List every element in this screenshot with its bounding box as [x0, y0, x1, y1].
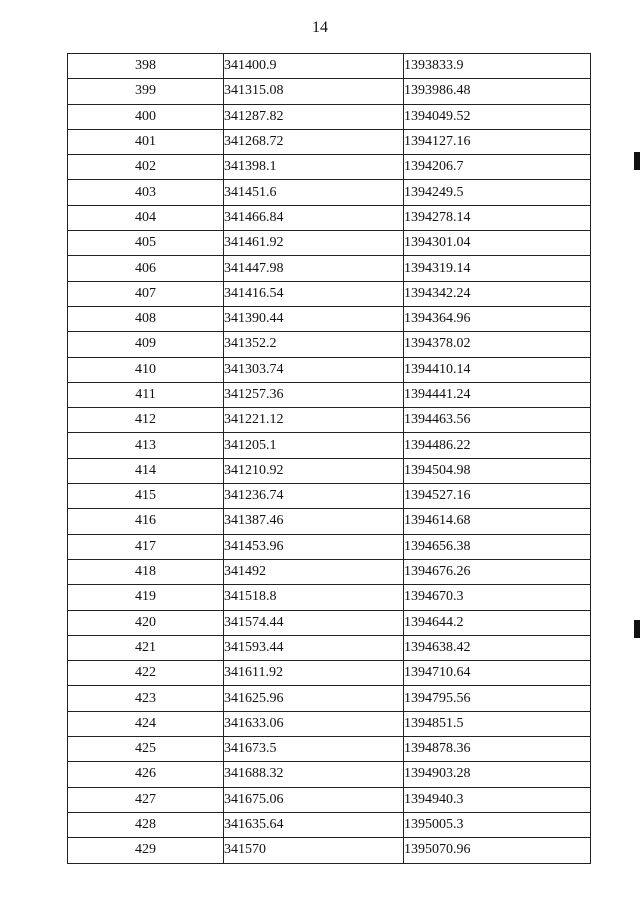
x-coordinate-cell: 341673.5 [224, 737, 404, 762]
x-coordinate-cell: 341611.92 [224, 661, 404, 686]
table-row [68, 737, 591, 762]
y-coordinate-cell: 1394206.7 [404, 155, 591, 180]
table-row [68, 635, 591, 660]
y-coordinate-cell: 1394278.14 [404, 205, 591, 230]
table-row [68, 231, 591, 256]
y-coordinate-cell: 1394614.68 [404, 509, 591, 534]
y-coordinate-cell: 1394878.36 [404, 737, 591, 762]
point-number-cell: 417 [68, 534, 224, 559]
table-row [68, 838, 591, 863]
x-coordinate-cell: 341205.1 [224, 433, 404, 458]
point-number-cell: 414 [68, 458, 224, 483]
x-coordinate-cell: 341570 [224, 838, 404, 863]
y-coordinate-cell: 1394378.02 [404, 332, 591, 357]
y-coordinate-cell: 1394410.14 [404, 357, 591, 382]
table-row [68, 509, 591, 534]
point-number-cell: 429 [68, 838, 224, 863]
y-coordinate-cell: 1394638.42 [404, 635, 591, 660]
y-coordinate-cell: 1394851.5 [404, 711, 591, 736]
point-number-cell: 399 [68, 79, 224, 104]
x-coordinate-cell: 341453.96 [224, 534, 404, 559]
x-coordinate-cell: 341451.6 [224, 180, 404, 205]
y-coordinate-cell: 1394940.3 [404, 787, 591, 812]
table-row [68, 686, 591, 711]
x-coordinate-cell: 341390.44 [224, 306, 404, 331]
point-number-cell: 410 [68, 357, 224, 382]
y-coordinate-cell: 1394342.24 [404, 281, 591, 306]
scan-edge-mark [634, 152, 640, 170]
table-row [68, 180, 591, 205]
x-coordinate-cell: 341257.36 [224, 382, 404, 407]
point-number-cell: 405 [68, 231, 224, 256]
x-coordinate-cell: 341268.72 [224, 129, 404, 154]
table-row [68, 129, 591, 154]
x-coordinate-cell: 341492 [224, 559, 404, 584]
y-coordinate-cell: 1394504.98 [404, 458, 591, 483]
x-coordinate-cell: 341633.06 [224, 711, 404, 736]
table-row [68, 79, 591, 104]
y-coordinate-cell: 1394527.16 [404, 484, 591, 509]
table-row [68, 256, 591, 281]
y-coordinate-cell: 1394670.3 [404, 585, 591, 610]
x-coordinate-cell: 341400.9 [224, 54, 404, 79]
y-coordinate-cell: 1394644.2 [404, 610, 591, 635]
point-number-cell: 401 [68, 129, 224, 154]
x-coordinate-cell: 341236.74 [224, 484, 404, 509]
point-number-cell: 403 [68, 180, 224, 205]
x-coordinate-cell: 341416.54 [224, 281, 404, 306]
table-row [68, 762, 591, 787]
table-row [68, 306, 591, 331]
table-row [68, 661, 591, 686]
table-row [68, 458, 591, 483]
x-coordinate-cell: 341315.08 [224, 79, 404, 104]
scan-edge-mark [634, 620, 640, 638]
x-coordinate-cell: 341461.92 [224, 231, 404, 256]
x-coordinate-cell: 341221.12 [224, 408, 404, 433]
table-row [68, 787, 591, 812]
y-coordinate-cell: 1394441.24 [404, 382, 591, 407]
table-row [68, 104, 591, 129]
x-coordinate-cell: 341635.64 [224, 812, 404, 837]
x-coordinate-cell: 341675.06 [224, 787, 404, 812]
point-number-cell: 419 [68, 585, 224, 610]
table-row [68, 484, 591, 509]
y-coordinate-cell: 1394463.56 [404, 408, 591, 433]
point-number-cell: 423 [68, 686, 224, 711]
x-coordinate-cell: 341387.46 [224, 509, 404, 534]
y-coordinate-cell: 1394127.16 [404, 129, 591, 154]
point-number-cell: 398 [68, 54, 224, 79]
point-number-cell: 407 [68, 281, 224, 306]
x-coordinate-cell: 341303.74 [224, 357, 404, 382]
x-coordinate-cell: 341210.92 [224, 458, 404, 483]
x-coordinate-cell: 341518.8 [224, 585, 404, 610]
y-coordinate-cell: 1393986.48 [404, 79, 591, 104]
point-number-cell: 402 [68, 155, 224, 180]
table-row [68, 54, 591, 79]
point-number-cell: 412 [68, 408, 224, 433]
x-coordinate-cell: 341447.98 [224, 256, 404, 281]
point-number-cell: 416 [68, 509, 224, 534]
y-coordinate-cell: 1394049.52 [404, 104, 591, 129]
y-coordinate-cell: 1394795.56 [404, 686, 591, 711]
point-number-cell: 400 [68, 104, 224, 129]
y-coordinate-cell: 1394656.38 [404, 534, 591, 559]
table-row [68, 382, 591, 407]
table-row [68, 610, 591, 635]
point-number-cell: 404 [68, 205, 224, 230]
y-coordinate-cell: 1395070.96 [404, 838, 591, 863]
x-coordinate-cell: 341398.1 [224, 155, 404, 180]
point-number-cell: 413 [68, 433, 224, 458]
table-row [68, 711, 591, 736]
y-coordinate-cell: 1394364.96 [404, 306, 591, 331]
table-row [68, 559, 591, 584]
table-row [68, 585, 591, 610]
y-coordinate-cell: 1394676.26 [404, 559, 591, 584]
table-row [68, 534, 591, 559]
y-coordinate-cell: 1394301.04 [404, 231, 591, 256]
table-row [68, 408, 591, 433]
x-coordinate-cell: 341287.82 [224, 104, 404, 129]
point-number-cell: 424 [68, 711, 224, 736]
table-row [68, 812, 591, 837]
x-coordinate-cell: 341352.2 [224, 332, 404, 357]
y-coordinate-cell: 1394710.64 [404, 661, 591, 686]
point-number-cell: 426 [68, 762, 224, 787]
point-number-cell: 418 [68, 559, 224, 584]
point-number-cell: 411 [68, 382, 224, 407]
y-coordinate-cell: 1395005.3 [404, 812, 591, 837]
point-number-cell: 427 [68, 787, 224, 812]
table-row [68, 281, 591, 306]
table-row [68, 357, 591, 382]
x-coordinate-cell: 341625.96 [224, 686, 404, 711]
y-coordinate-cell: 1394249.5 [404, 180, 591, 205]
point-number-cell: 425 [68, 737, 224, 762]
x-coordinate-cell: 341466.84 [224, 205, 404, 230]
x-coordinate-cell: 341688.32 [224, 762, 404, 787]
point-number-cell: 420 [68, 610, 224, 635]
x-coordinate-cell: 341574.44 [224, 610, 404, 635]
point-number-cell: 406 [68, 256, 224, 281]
table-row [68, 433, 591, 458]
point-number-cell: 408 [68, 306, 224, 331]
y-coordinate-cell: 1394486.22 [404, 433, 591, 458]
point-number-cell: 428 [68, 812, 224, 837]
table-row [68, 155, 591, 180]
point-number-cell: 421 [68, 635, 224, 660]
x-coordinate-cell: 341593.44 [224, 635, 404, 660]
page-number: 14 [312, 19, 328, 36]
point-number-cell: 409 [68, 332, 224, 357]
y-coordinate-cell: 1394903.28 [404, 762, 591, 787]
point-number-cell: 415 [68, 484, 224, 509]
y-coordinate-cell: 1393833.9 [404, 54, 591, 79]
table-row [68, 332, 591, 357]
point-number-cell: 422 [68, 661, 224, 686]
y-coordinate-cell: 1394319.14 [404, 256, 591, 281]
coordinates-table [67, 53, 591, 864]
table-row [68, 205, 591, 230]
